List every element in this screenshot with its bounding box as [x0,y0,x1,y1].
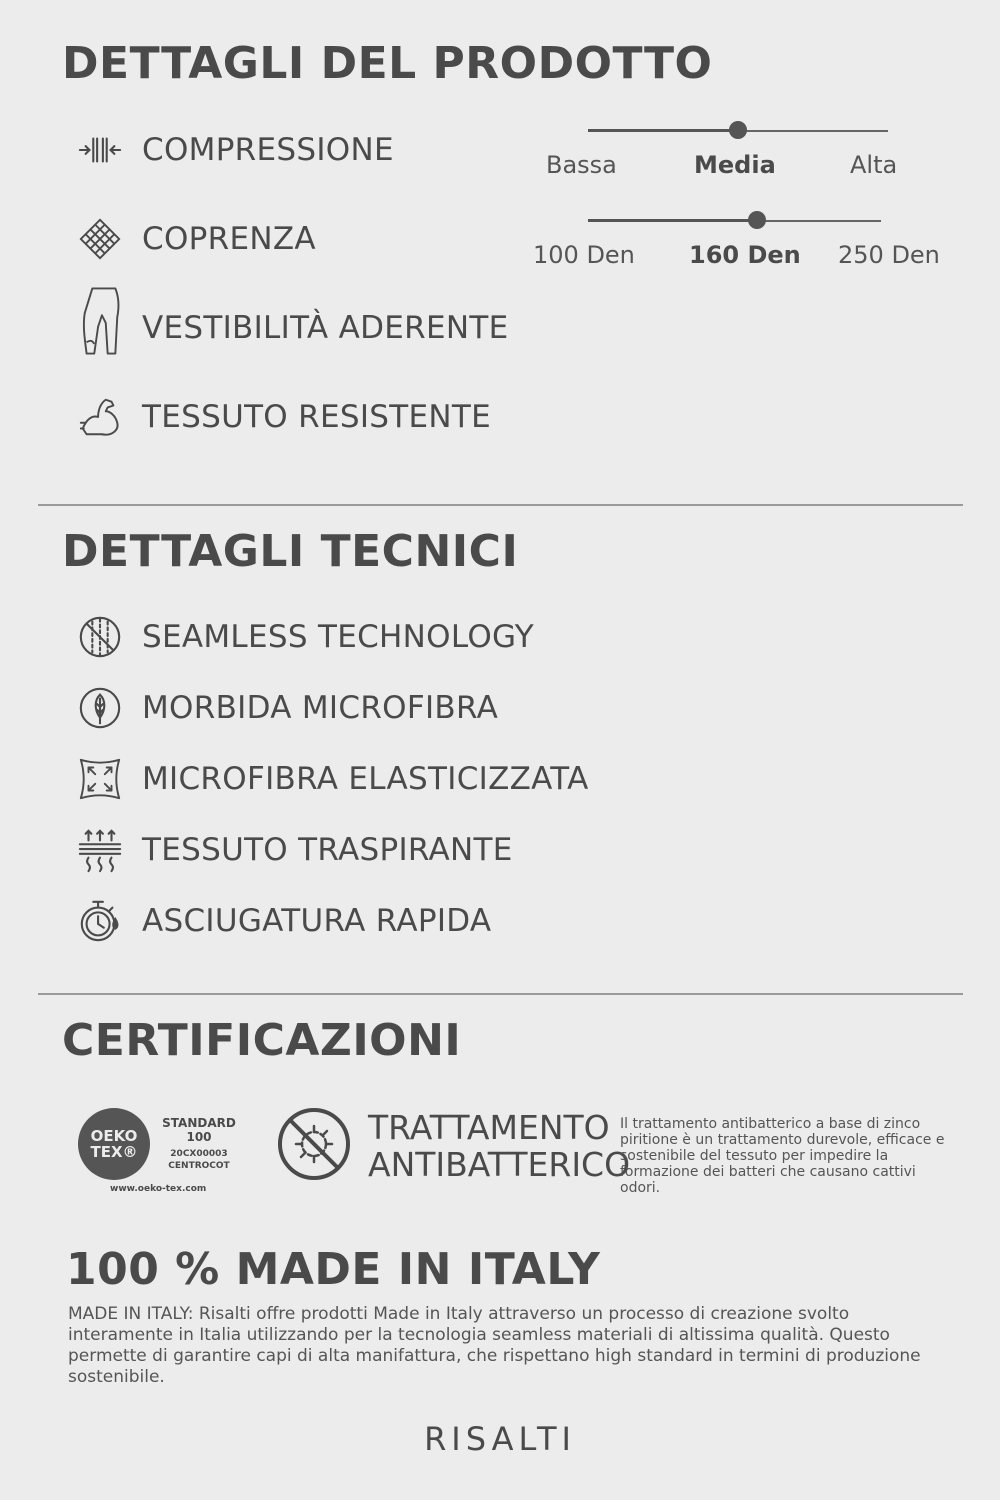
antibacterial-title-line2: ANTIBATTERICO [368,1145,631,1184]
feature-fit [76,304,508,352]
slider-filled-track [588,129,738,132]
oeko-logo-line1: OEKO [90,1127,138,1145]
feature-coverage [76,215,316,263]
oeko-code: 20CX00003 [170,1149,228,1159]
feature-label: VESTIBILITÀ ADERENTE [142,310,509,346]
feature-label: TESSUTO TRASPIRANTE [142,832,513,868]
oeko-logo-line2: TEX® [90,1143,138,1161]
feature-label: MICROFIBRA ELASTICIZZATA [142,761,589,797]
leggings-fit-icon [76,304,124,352]
strong-arm-icon [76,393,124,441]
breathable-icon [76,826,124,874]
scale-high-label: Alta [850,151,898,179]
feature-soft-microfiber [76,684,498,732]
feature-label: TESSUTO RESISTENTE [142,399,492,435]
divider [38,993,963,995]
antibacterial-description: Il trattamento antibatterico a base di zinco piritione è un trattamento durevole, efficace e sostenibile del tessuto per impedire la formazione dei batteri che causano cattivi odori. [620,1116,945,1196]
slider-filled-track [588,219,758,222]
scale-high-label: 250 Den [838,241,940,269]
slider-track [758,220,881,222]
brand-logo: RISALTI [424,1420,576,1458]
certifications-title: CERTIFICAZIONI [62,1015,462,1066]
scale-selected-label: 160 Den [689,241,801,269]
made-in-italy-title: 100 % MADE IN ITALY [66,1244,601,1295]
coverage-weave-icon [76,215,124,263]
feature-label: SEAMLESS TECHNOLOGY [142,619,535,655]
slider-track [738,130,888,132]
slider-knob [729,121,747,139]
feature-breathable [76,826,513,874]
oeko-tex-badge [78,1108,248,1198]
technical-details-title: DETTAGLI TECNICI [62,526,519,577]
compression-icon [76,126,124,174]
scale-low-label: 100 Den [533,241,635,269]
feature-seamless [76,613,534,661]
feature-label: COMPRESSIONE [142,132,394,168]
feature-label: COPRENZA [142,221,316,257]
stopwatch-drop-icon [76,897,124,945]
oeko-lab: CENTROCOT [168,1161,230,1171]
product-details-title: DETTAGLI DEL PRODOTTO [62,38,713,89]
feature-stretch-microfiber [76,755,589,803]
feature-label: ASCIUGATURA RAPIDA [142,903,492,939]
oeko-tex-logo [78,1108,150,1180]
oeko-standard-block [154,1116,244,1172]
made-in-italy-text: MADE IN ITALY: Risalti offre prodotti Made in Italy attraverso un processo di creazione svolto interamente in Italia utilizzando per la tecnologia seamless materiali di altissima qualità. Questo permette di garantire capi di alta manifattura, che rispettano high standard in termini di produzione sostenibile. [68,1304,921,1387]
feature-quick-dry [76,897,491,945]
feather-icon [76,684,124,732]
scale-low-label: Bassa [546,151,617,179]
feature-compression [76,126,394,174]
slider-knob [748,211,766,229]
stretch-icon [76,755,124,803]
feature-label: MORBIDA MICROFIBRA [142,690,499,726]
antibacterial-title [368,1109,630,1183]
divider [38,504,963,506]
oeko-url: www.oeko-tex.com [110,1184,207,1194]
seamless-icon [76,613,124,661]
oeko-number: 100 [186,1130,212,1144]
antibacterial-title-line1: TRATTAMENTO [368,1108,610,1147]
oeko-standard: STANDARD [162,1116,236,1130]
antibacterial-icon [277,1107,351,1181]
scale-selected-label: Media [694,151,776,179]
feature-resistant [76,393,491,441]
